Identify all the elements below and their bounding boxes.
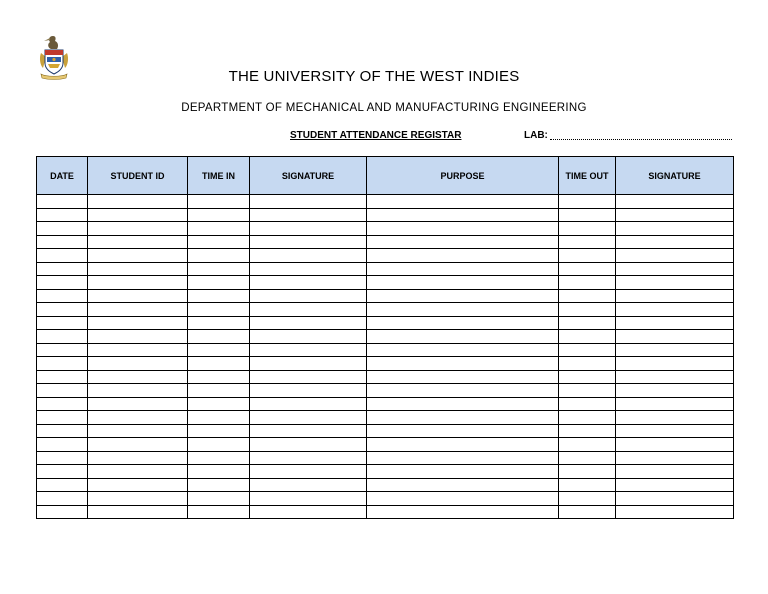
cell-signature-in bbox=[250, 397, 367, 411]
cell-purpose bbox=[367, 370, 559, 384]
cell-date bbox=[37, 249, 88, 263]
cell-time-out bbox=[559, 411, 616, 425]
table-row bbox=[37, 262, 734, 276]
cell-date bbox=[37, 208, 88, 222]
cell-signature-in bbox=[250, 289, 367, 303]
cell-signature-in bbox=[250, 249, 367, 263]
cell-signature-in bbox=[250, 478, 367, 492]
cell-student-id bbox=[88, 438, 188, 452]
cell-signature-out bbox=[616, 222, 734, 236]
cell-time-in bbox=[188, 235, 250, 249]
cell-time-in bbox=[188, 438, 250, 452]
cell-time-out bbox=[559, 478, 616, 492]
table-row bbox=[37, 303, 734, 317]
cell-time-in bbox=[188, 451, 250, 465]
table-row bbox=[37, 316, 734, 330]
cell-signature-out bbox=[616, 289, 734, 303]
cell-time-in bbox=[188, 316, 250, 330]
cell-signature-out bbox=[616, 249, 734, 263]
cell-signature-in bbox=[250, 357, 367, 371]
cell-purpose bbox=[367, 343, 559, 357]
cell-signature-in bbox=[250, 343, 367, 357]
cell-date bbox=[37, 195, 88, 209]
table-row bbox=[37, 411, 734, 425]
cell-date bbox=[37, 411, 88, 425]
attendance-table bbox=[36, 156, 734, 519]
column-header-student-id: STUDENT ID bbox=[88, 157, 188, 195]
cell-date bbox=[37, 384, 88, 398]
cell-signature-out bbox=[616, 478, 734, 492]
cell-time-in bbox=[188, 465, 250, 479]
cell-signature-in bbox=[250, 262, 367, 276]
cell-signature-in bbox=[250, 465, 367, 479]
register-title: STUDENT ATTENDANCE REGISTAR bbox=[290, 130, 462, 141]
cell-signature-in bbox=[250, 316, 367, 330]
cell-signature-out bbox=[616, 276, 734, 290]
column-header-time-out: TIME OUT bbox=[559, 157, 616, 195]
cell-student-id bbox=[88, 316, 188, 330]
cell-purpose bbox=[367, 397, 559, 411]
table-header-row bbox=[37, 157, 734, 195]
cell-time-in bbox=[188, 262, 250, 276]
cell-signature-out bbox=[616, 303, 734, 317]
cell-time-out bbox=[559, 208, 616, 222]
cell-signature-out bbox=[616, 262, 734, 276]
cell-time-in bbox=[188, 411, 250, 425]
cell-time-in bbox=[188, 370, 250, 384]
cell-time-in bbox=[188, 492, 250, 506]
cell-signature-out bbox=[616, 505, 734, 519]
table-row bbox=[37, 492, 734, 506]
cell-date bbox=[37, 235, 88, 249]
table-row bbox=[37, 208, 734, 222]
table-row bbox=[37, 465, 734, 479]
cell-purpose bbox=[367, 357, 559, 371]
lab-blank-line bbox=[550, 139, 732, 140]
cell-purpose bbox=[367, 289, 559, 303]
table-row bbox=[37, 370, 734, 384]
cell-signature-out bbox=[616, 397, 734, 411]
cell-signature-in bbox=[250, 303, 367, 317]
cell-purpose bbox=[367, 235, 559, 249]
cell-time-out bbox=[559, 384, 616, 398]
cell-purpose bbox=[367, 303, 559, 317]
cell-signature-out bbox=[616, 195, 734, 209]
column-header-date: DATE bbox=[37, 157, 88, 195]
cell-time-out bbox=[559, 357, 616, 371]
cell-time-in bbox=[188, 276, 250, 290]
cell-date bbox=[37, 276, 88, 290]
column-header-time-in: TIME IN bbox=[188, 157, 250, 195]
cell-signature-out bbox=[616, 316, 734, 330]
cell-student-id bbox=[88, 235, 188, 249]
cell-time-in bbox=[188, 303, 250, 317]
table-body bbox=[37, 195, 734, 519]
cell-purpose bbox=[367, 249, 559, 263]
table-row bbox=[37, 289, 734, 303]
cell-signature-out bbox=[616, 384, 734, 398]
cell-time-in bbox=[188, 289, 250, 303]
cell-signature-out bbox=[616, 235, 734, 249]
cell-date bbox=[37, 370, 88, 384]
cell-signature-in bbox=[250, 492, 367, 506]
cell-signature-out bbox=[616, 492, 734, 506]
cell-date bbox=[37, 330, 88, 344]
cell-purpose bbox=[367, 451, 559, 465]
cell-time-out bbox=[559, 465, 616, 479]
cell-purpose bbox=[367, 492, 559, 506]
cell-student-id bbox=[88, 451, 188, 465]
cell-date bbox=[37, 438, 88, 452]
cell-signature-in bbox=[250, 222, 367, 236]
cell-purpose bbox=[367, 478, 559, 492]
cell-date bbox=[37, 289, 88, 303]
cell-purpose bbox=[367, 411, 559, 425]
cell-signature-out bbox=[616, 465, 734, 479]
cell-student-id bbox=[88, 424, 188, 438]
cell-signature-in bbox=[250, 370, 367, 384]
cell-time-in bbox=[188, 222, 250, 236]
cell-time-out bbox=[559, 303, 616, 317]
table-row bbox=[37, 357, 734, 371]
cell-time-out bbox=[559, 235, 616, 249]
table-row bbox=[37, 249, 734, 263]
cell-signature-out bbox=[616, 208, 734, 222]
table-row bbox=[37, 195, 734, 209]
cell-time-in bbox=[188, 397, 250, 411]
cell-time-out bbox=[559, 249, 616, 263]
cell-student-id bbox=[88, 465, 188, 479]
cell-time-out bbox=[559, 262, 616, 276]
table-row bbox=[37, 343, 734, 357]
table-row bbox=[37, 384, 734, 398]
cell-purpose bbox=[367, 262, 559, 276]
cell-time-out bbox=[559, 451, 616, 465]
cell-student-id bbox=[88, 384, 188, 398]
cell-signature-in bbox=[250, 424, 367, 438]
cell-signature-in bbox=[250, 451, 367, 465]
cell-purpose bbox=[367, 276, 559, 290]
cell-time-out bbox=[559, 222, 616, 236]
table-row bbox=[37, 330, 734, 344]
cell-time-out bbox=[559, 289, 616, 303]
cell-student-id bbox=[88, 222, 188, 236]
cell-date bbox=[37, 303, 88, 317]
cell-signature-out bbox=[616, 451, 734, 465]
cell-student-id bbox=[88, 276, 188, 290]
cell-signature-in bbox=[250, 438, 367, 452]
cell-signature-in bbox=[250, 208, 367, 222]
cell-student-id bbox=[88, 208, 188, 222]
cell-student-id bbox=[88, 397, 188, 411]
column-header-signature-in: SIGNATURE bbox=[250, 157, 367, 195]
cell-time-out bbox=[559, 370, 616, 384]
cell-purpose bbox=[367, 465, 559, 479]
cell-purpose bbox=[367, 208, 559, 222]
cell-time-out bbox=[559, 195, 616, 209]
cell-signature-in bbox=[250, 411, 367, 425]
cell-signature-in bbox=[250, 505, 367, 519]
cell-student-id bbox=[88, 370, 188, 384]
table-row bbox=[37, 276, 734, 290]
cell-date bbox=[37, 424, 88, 438]
cell-date bbox=[37, 357, 88, 371]
column-header-signature-out: SIGNATURE bbox=[616, 157, 734, 195]
cell-signature-in bbox=[250, 384, 367, 398]
cell-student-id bbox=[88, 343, 188, 357]
cell-time-out bbox=[559, 505, 616, 519]
cell-purpose bbox=[367, 330, 559, 344]
cell-time-out bbox=[559, 492, 616, 506]
cell-purpose bbox=[367, 424, 559, 438]
lab-label: LAB: bbox=[524, 130, 548, 141]
cell-time-in bbox=[188, 249, 250, 263]
cell-purpose bbox=[367, 195, 559, 209]
table-row bbox=[37, 478, 734, 492]
cell-time-in bbox=[188, 208, 250, 222]
column-header-purpose: PURPOSE bbox=[367, 157, 559, 195]
table-row bbox=[37, 451, 734, 465]
table-row bbox=[37, 222, 734, 236]
table-row bbox=[37, 505, 734, 519]
cell-date bbox=[37, 465, 88, 479]
cell-time-out bbox=[559, 397, 616, 411]
cell-date bbox=[37, 343, 88, 357]
cell-signature-out bbox=[616, 438, 734, 452]
cell-purpose bbox=[367, 316, 559, 330]
cell-time-out bbox=[559, 343, 616, 357]
cell-date bbox=[37, 222, 88, 236]
cell-purpose bbox=[367, 505, 559, 519]
cell-time-in bbox=[188, 505, 250, 519]
cell-signature-out bbox=[616, 424, 734, 438]
cell-signature-in bbox=[250, 235, 367, 249]
cell-date bbox=[37, 478, 88, 492]
cell-time-in bbox=[188, 330, 250, 344]
cell-time-in bbox=[188, 478, 250, 492]
cell-date bbox=[37, 316, 88, 330]
cell-signature-out bbox=[616, 411, 734, 425]
cell-time-in bbox=[188, 343, 250, 357]
cell-student-id bbox=[88, 262, 188, 276]
cell-time-in bbox=[188, 384, 250, 398]
cell-time-out bbox=[559, 330, 616, 344]
cell-signature-in bbox=[250, 276, 367, 290]
cell-signature-in bbox=[250, 195, 367, 209]
cell-time-out bbox=[559, 438, 616, 452]
cell-purpose bbox=[367, 222, 559, 236]
cell-purpose bbox=[367, 384, 559, 398]
cell-student-id bbox=[88, 303, 188, 317]
university-name: THE UNIVERSITY OF THE WEST INDIES bbox=[228, 68, 520, 85]
cell-signature-in bbox=[250, 330, 367, 344]
cell-date bbox=[37, 505, 88, 519]
cell-signature-out bbox=[616, 330, 734, 344]
cell-student-id bbox=[88, 249, 188, 263]
cell-time-in bbox=[188, 424, 250, 438]
table-row bbox=[37, 438, 734, 452]
cell-student-id bbox=[88, 289, 188, 303]
cell-time-out bbox=[559, 316, 616, 330]
cell-date bbox=[37, 397, 88, 411]
cell-purpose bbox=[367, 438, 559, 452]
cell-signature-out bbox=[616, 357, 734, 371]
cell-time-in bbox=[188, 357, 250, 371]
cell-date bbox=[37, 492, 88, 506]
cell-signature-out bbox=[616, 370, 734, 384]
cell-signature-out bbox=[616, 343, 734, 357]
table-row bbox=[37, 424, 734, 438]
table-row bbox=[37, 397, 734, 411]
cell-student-id bbox=[88, 492, 188, 506]
cell-time-out bbox=[559, 276, 616, 290]
cell-date bbox=[37, 262, 88, 276]
cell-date bbox=[37, 451, 88, 465]
cell-student-id bbox=[88, 478, 188, 492]
cell-student-id bbox=[88, 505, 188, 519]
department-name: DEPARTMENT OF MECHANICAL AND MANUFACTURING ENGINEERING bbox=[181, 102, 587, 114]
cell-student-id bbox=[88, 411, 188, 425]
cell-student-id bbox=[88, 330, 188, 344]
cell-time-out bbox=[559, 424, 616, 438]
table-row bbox=[37, 235, 734, 249]
cell-student-id bbox=[88, 357, 188, 371]
cell-student-id bbox=[88, 195, 188, 209]
cell-time-in bbox=[188, 195, 250, 209]
